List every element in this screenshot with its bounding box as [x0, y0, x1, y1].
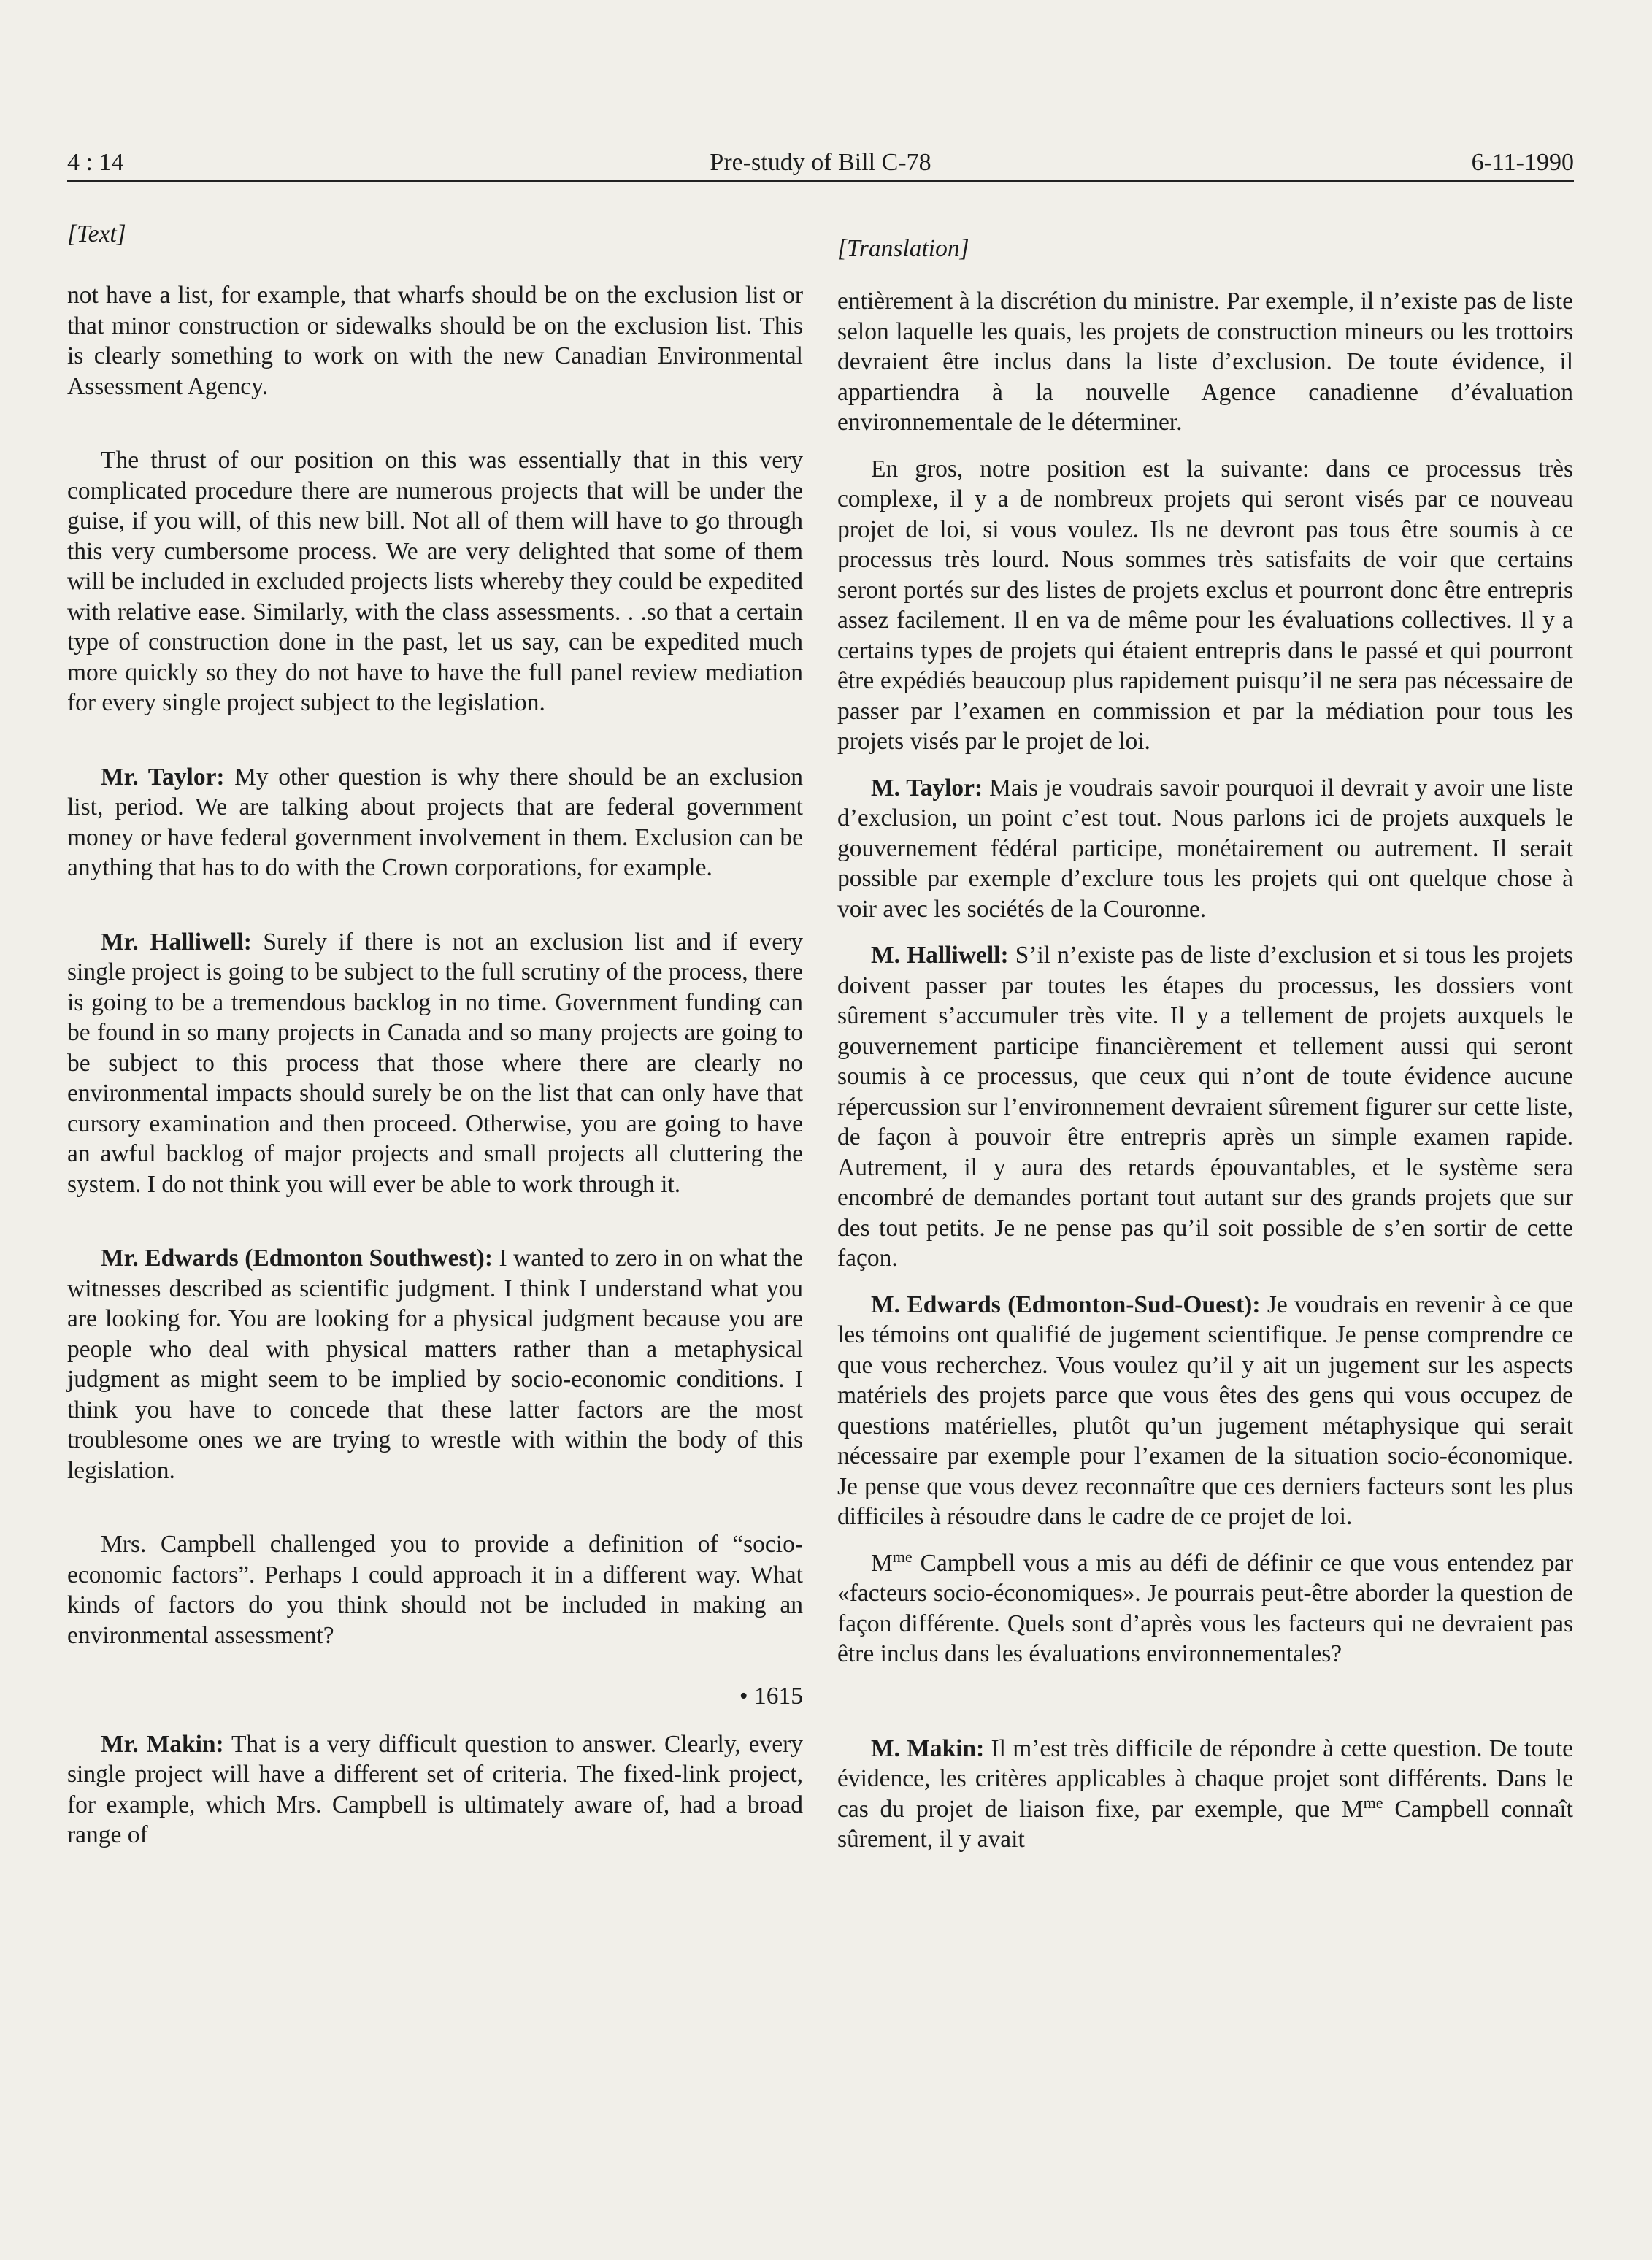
french-column	[837, 219, 1573, 1855]
honorific-superscript: me	[892, 1547, 913, 1566]
speech-text: Il m’est très difficile de répondre à cette question. De toute évidence, les critères applicables à chaque projet sont différents. Dans le cas du projet de liaison fixe, par exemple, que M	[837, 1734, 1573, 1823]
speech-text: Campbell vous a mis au défi de définir ce que vous entendez par «facteurs socio-économiques». Je pourrais peut-être aborder la question de façon différente. Quels sont d’après vous les facteurs qui ne devraient pas être inclus dans les évaluations environnementales?	[837, 1549, 1573, 1667]
speech-text: Mais je voudrais savoir pourquoi il devrait y avoir une liste d’exclusion, un point c’est tout. Nous parlons ici de projets auxquels le gouvernement fédéral participe, monétairement ou autrement. Il serait possible par exemple d’exclure tous les projets qui ont quelque chose à voir avec les sociétés de la Couronne.	[837, 774, 1573, 923]
speaker-name: M. Taylor:	[871, 774, 983, 802]
header-rule	[67, 180, 1574, 182]
column-label-translation: [Translation]	[837, 235, 969, 262]
speech-text: Campbell connaît sûrement, il y avait	[837, 1795, 1573, 1853]
paragraph	[67, 1243, 803, 1485]
speech-text: That is a very difficult question to answer. Clearly, every single project will have a different set of criteria. The fixed-link project, for example, which Mrs. Campbell is ultimately aware of, had a broad range of	[67, 1730, 803, 1848]
speaker-name: Mr. Halliwell:	[101, 928, 252, 956]
honorific: M	[871, 1549, 893, 1577]
paragraph	[837, 1548, 1573, 1669]
column-spacer	[837, 1669, 1573, 1734]
speaker-name: Mr. Taylor:	[101, 763, 225, 791]
paragraph	[67, 762, 803, 883]
paragraph	[837, 773, 1573, 925]
paragraph: En gros, notre position est la suivante: dans ce processus très complexe, il y a de nombreux projets qui seront visés par ce nouveau projet de loi, si vous voulez. Ils ne devront pas tous être soumis à ce processus très lourd. Nous sommes très satisfaits de voir que certains seront portés sur des listes de projets exclus et pourront donc être entrepris assez facilement. Il en va de même pour les évaluations collectives. Il y a certains types de projets qui étaient entrepris dans le passé et qui pourront être expédiés beaucoup plus rapidement puisqu’il ne sera pas nécessaire de passer par l’examen en commission et par la médiation pour tous les projets visés par le projet de loi.	[837, 455, 1573, 755]
paragraph	[837, 1734, 1573, 1855]
paragraph	[67, 927, 803, 1200]
speaker-name: M. Halliwell:	[871, 942, 1009, 969]
session-date: 6-11-1990	[1471, 149, 1574, 176]
speaker-name: M. Edwards (Edmonton-Sud-Ouest):	[871, 1291, 1261, 1318]
speech-text: Surely if there is not an exclusion list and if every single project is going to be subject to the full scrutiny of the process, there is going to be a tremendous backlog in no time. Government funding can be found in so many projects in Canada and so many projects are going to be subject to this process that those where there are clearly no environmental impacts should surely be on the list that can only have that cursory examination and then proceed. Otherwise, you are going to have an awful backlog of major projects and small projects all cluttering the system. I do not think you will ever be able to work through it.	[67, 928, 803, 1198]
honorific-superscript: me	[1363, 1793, 1383, 1812]
time-marker: • 1615	[739, 1683, 803, 1710]
paragraph	[837, 1290, 1573, 1532]
paragraph: not have a list, for example, that wharfs should be on the exclusion list or that minor construction or sidewalks should be on the exclusion list. This is clearly something to work on with the new Canadian Environmental Assessment Agency.	[67, 282, 803, 400]
paragraph: The thrust of our position on this was essentially that in this very complicated procedure there are numerous projects that will be under the guise, if you will, of this new bill. Not all of them will have to go through this very cumbersome process. We are very delighted that some of them will be included in excluded projects lists whereby they could be expedited with relative ease. Similarly, with the class assessments. . .so that a certain type of construction done in the past, let us say, can be expedited much more quickly so they do not have to have the full panel review mediation for every single project subject to the legislation.	[67, 447, 803, 716]
speech-text: S’il n’existe pas de liste d’exclusion et si tous les projets doivent passer par toutes les étapes du processus, les dossiers vont sûrement s’accumuler très vite. Il y a tellement de projets auxquels le gouvernement participe financièrement et tellement aussi qui seront soumis à ce processus, que ceux qui n’ont de toute évidence aucune répercussion sur l’environnement devraient sûrement figurer sur cette liste, de façon à pouvoir être entrepris après un simple examen rapide. Autrement, il y aura des retards épouvantables, et le système sera encombré de demandes portant tout autant sur des grands projets que sur des tout petits. Je ne pense pas qu’il soit possible de s’en sortir de cette façon.	[837, 942, 1573, 1272]
speaker-name: M. Makin:	[871, 1734, 985, 1762]
speech-text: My other question is why there should be an exclusion list, period. We are talking about projects that are federal government money or have federal government involvement in them. Exclusion can be anything that has to do with the Crown corporations, for example.	[67, 763, 803, 881]
speaker-name: Mr. Edwards (Edmonton Southwest):	[101, 1245, 493, 1272]
page-header	[67, 145, 1574, 181]
column-label-text: [Text]	[67, 220, 126, 247]
paragraph: Mrs. Campbell challenged you to provide a definition of “socio-economic factors”. Perhaps I could approach it in a different way. What kinds of factors do you think should not be included in making an environmental assessment?	[67, 1531, 803, 1649]
speech-text: Je voudrais en revenir à ce que les témoins ont qualifié de jugement scientifique. Je pense comprendre ce que vous recherchez. Vous voulez qu’il y ait un jugement sur les aspects matériels des projets parce que vous êtes des gens qui vous occupez de questions matérielles, plutôt qu’un jugement métaphysique qui serait nécessaire par exemple pour l’examen de la situation socio-économique. Je pense que vous devez reconnaître que ces derniers facteurs sont les plus difficiles à résoudre dans le cadre de ce projet de loi.	[837, 1291, 1573, 1530]
page-number: 4 : 14	[67, 149, 124, 176]
paragraph	[67, 1729, 803, 1850]
speech-text: I wanted to zero in on what the witnesses described as scientific judgment. I think I understand what you are looking for. You are looking for a physical judgment because you are people who deal with physical matters rather than a metaphysical judgment as might seem to be implied by socio-economic conditions. I think you have to concede that these latter factors are the most troublesome ones we are trying to wrestle with within the body of this legislation.	[67, 1245, 804, 1484]
document-title: Pre-study of Bill C-78	[710, 149, 931, 176]
english-column	[67, 219, 803, 1850]
paragraph	[837, 940, 1573, 1274]
speaker-name: Mr. Makin:	[101, 1730, 224, 1758]
paragraph: entièrement à la discrétion du ministre. Par exemple, il n’existe pas de liste selon laquelle les quais, les projets de construction mineurs ou les trottoirs devraient être inclus dans la liste d’exclusion. De toute évidence, il appartiendra à la nouvelle Agence canadienne d’évaluation environnementale de le déterminer.	[837, 288, 1573, 436]
